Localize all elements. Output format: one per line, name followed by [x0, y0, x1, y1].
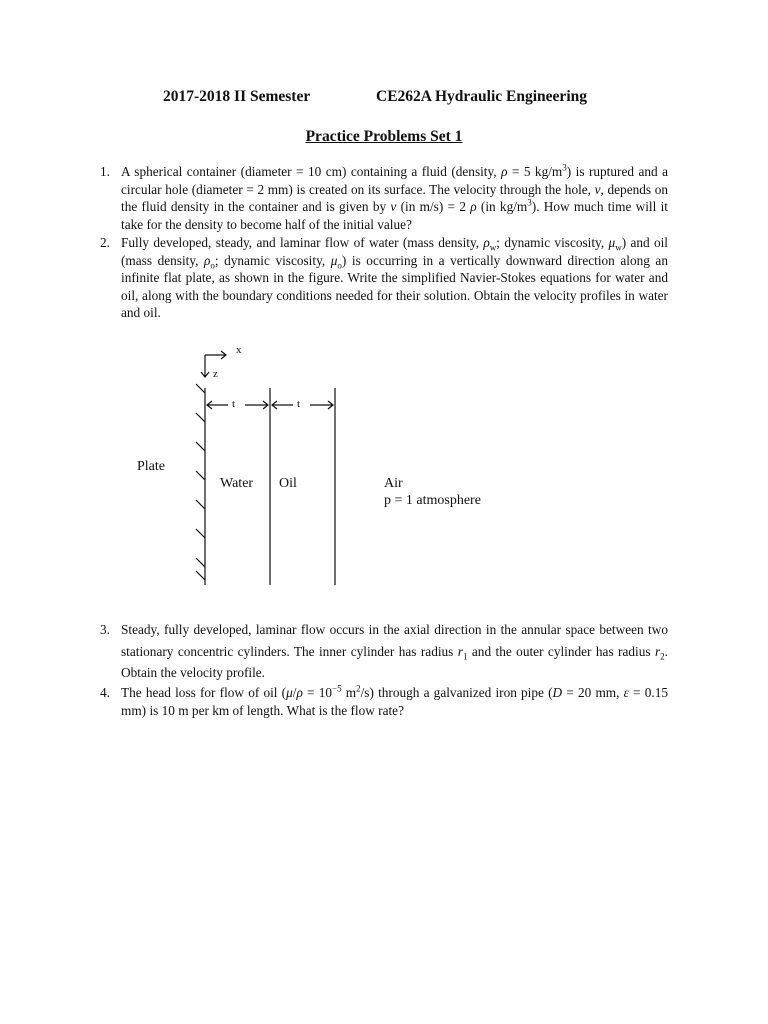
problem-text: The head loss for flow of oil ($\mu/\rho = 10^{-5}$ $m^2/s$) through a galvanized iron pipe (D = 20 mm, ε = 0.15 mm) is 10 m per km of length. What is the flow rate? [121, 683, 669, 718]
air-label: Air [384, 476, 403, 491]
page-title: Practice Problems Set 1 [305, 128, 463, 145]
problem-3 [100, 619, 668, 684]
problem-number: 2. [100, 235, 110, 250]
problem-text: A spherical container (diameter = 10 cm) containing a fluid (density, ρ = 5 $kg/m^3$) is ruptured and a circular hole (diameter = 2 mm) is created on its surface. The velocity through the hole, v, depends on the fluid density in the container and is given by v (in m/s) = 2 ρ (in $kg/m^3$). How much time will it take for the density to become half of the initial value? [121, 162, 668, 232]
pressure-label: p = 1 atmosphere [384, 493, 481, 508]
problem-text: Fully developed, steady, and laminar flow of water (mass density, $\rho_w$; dynamic viscosity, $\mu_w$) and oil (mass density, $\rho_o$; dynamic viscosity, $\mu_o$) is occurring in a vertically downward direction along an infinite flat plate, as shown in the figure. Write the simplified Navier-Stokes equations for water and oil, along with the boundary conditions needed for their solution. Obtain the velocity profiles in water and oil. [121, 235, 668, 321]
problem-4 [100, 684, 668, 720]
thickness-label-water: t [232, 398, 236, 410]
semester-header: 2017-2018 II Semester [163, 88, 311, 105]
problem-number: 4. [100, 685, 110, 700]
z-axis-label: z [213, 368, 218, 380]
oil-label: Oil [279, 476, 297, 491]
thickness-label-oil: t [297, 398, 301, 410]
plate-label: Plate [137, 459, 165, 474]
x-axis-label: x [236, 344, 242, 356]
course-header: CE262A Hydraulic Engineering [376, 88, 587, 105]
problem-number: 3. [100, 622, 110, 637]
plate-hatching [196, 384, 205, 580]
water-label: Water [220, 476, 254, 491]
problem-number: 1. [100, 164, 110, 179]
problem-text: Steady, fully developed, laminar flow occurs in the axial direction in the annular space between two stationary concentric cylinders. The inner cylinder has radius $r_1$ and the outer cylinder has radius $r_2$. Obtain the velocity profile. [121, 622, 668, 680]
